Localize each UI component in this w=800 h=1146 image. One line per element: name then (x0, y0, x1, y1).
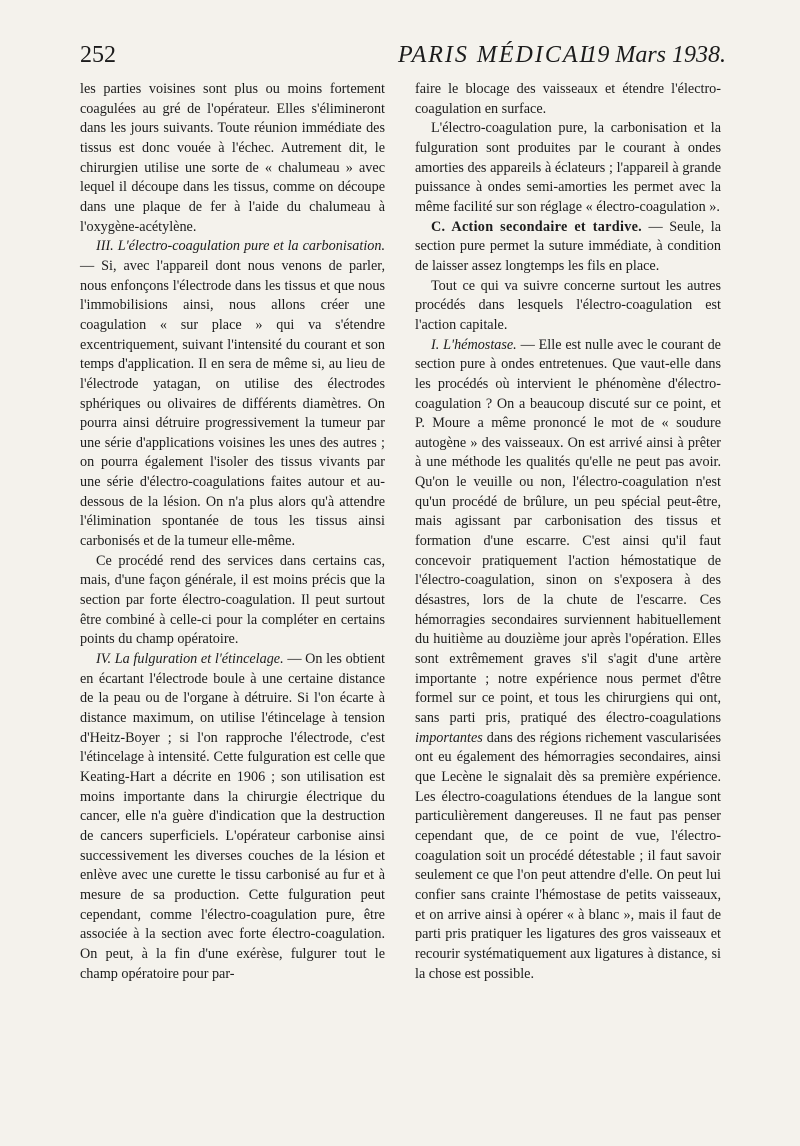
paragraph-text: — Elle est nulle avec le courant de section pure à ondes entretenues. Que vaut-elle dans les procédés où intervient le phénomène d'électro-coagulation ? On a beaucoup discuté sur ce point, et P. Moure a même prononcé le mot de « soudure autogène » des vaisseaux. On est arrivé ainsi à prêter à une méthode les qualités qu'elle ne peut pas avoir. Qu'on le veuille ou non, l'électro-coagulation n'est qu'un procédé de brûlure, un peu spécial peut-être, mais agissant par carbonisation des tissus et formation d'une escarre. C'est ainsi qu'il faut concevoir pratiquement l'action hémostatique de l'électro-coagulation, sinon on s'exposera à des désastres, lors de la chute de l'escarre. Ces hémorragies secondaires surviennent habituellement du huitième au douzième jour après l'opération. Elles sont extrêmement graves s'il s'agit d'une artère importante ; notre expérience nous permet d'être formel sur ce point, et tous les chirurgiens qui ont, sans parti pris, pratiqué des électro-coagulations (415, 336, 721, 726)
page-number: 252 (80, 42, 116, 68)
paragraph (80, 237, 385, 552)
paragraph-text: — Seule, la section pure permet la suture immédiate, à condition de laisser assez longtemps les fils en place. (415, 218, 721, 274)
paragraph-text: dans des régions richement vascularisées ont eu également des hémorragies secondaires, ainsi que Lecène le signalait dès sa première expérience. Les électro-coagulations étendues de la langue sont particulièrement dangereuses. Il ne faut pas penser cependant que, de ce point de vue, l'électro-coagulation soit un procédé détestable ; il faut savoir seulement ce que l'on peut attendre d'elle. On peut lui confier sans crainte l'hémostase de petits vaisseaux, et on arrive ainsi à opérer « à blanc », mais il faut de parti pris pratiquer les ligatures des gros vaisseaux et recourir systématiquement aux ligatures à distance, si la chose est possible. (415, 729, 721, 982)
paragraph-text: — On les obtient en écartant l'électrode boule à une certaine distance de la peau ou de l'organe à détruire. Si l'on écarte à distance maximum, on utilise l'étincelage à tension d'Heitz-Boyer ; si l'on rapproche l'électrode, c'est l'étincelage à intensité. Cette fulguration est celle que Keating-Hart a décrite en 1906 ; son utilisation est moins importante dans la chirurgie électrique du cancer, elle n'a guère d'indication que la destruction de cancers superficiels. L'opérateur carbonise ainsi successivement les diverses couches de la lésion et enlève avec une curette le tissu carbonisé au fur et à mesure de sa production. Cette fulguration peut cependant, comme l'électro-coagulation pure, être associée à la section avec forte électro-coagulation. On peut, à la fin d'une exérèse, fulgurer tout le champ opératoire pour par- (80, 651, 385, 982)
right-column (415, 80, 721, 984)
paragraph: les parties voisines sont plus ou moins fortement coagulées au gré de l'opérateur. Elles s'élimineront dans les jours suivants. Toute réunion immédiate des tissus est donc vouée à l'échec. Autrement dit, le chirurgien utilise une sorte de « chalumeau » avec lequel il découpe dans les tissus, comme on découpe dans une plaque de fer à l'aide du chalumeau à l'oxygène-acétylène. (80, 81, 385, 235)
paragraph: L'électro-coagulation pure, la carbonisation et la fulguration sont produites par le courant à ondes amorties des appareils à éclateurs ; l'appareil à grande puissance à ondes semi-amorties les permet avec la même facilité sur son réglage « électro-coagulation ». (415, 120, 721, 215)
paragraph-text: — Si, avec l'appareil dont nous venons de parler, nous enfonçons l'électrode dans les tissus et que nous l'immobilisions ainsi, nous allons créer une coagulation « sur place » qui va s'étendre excentriquement, suivant l'intensité du courant et son temps d'application. Il en sera de même si, au lieu de l'électrode yatagan, on utilise des électrodes sphériques ou olivaires de différents diamètres. On pourra ainsi détruire progressivement la tumeur par une série d'applications voisines les unes des autres ; on pourra également l'isoler des tissus vivants par une série d'électro-coagulations faites autour et au-dessous de la lésion. On n'a plus alors qu'à attendre l'élimination spontanée de tous les tissus ainsi carbonisés et de la tumeur elle-même. (80, 257, 385, 550)
section-heading: III. L'électro-coagulation pure et la carbonisation. (96, 238, 385, 255)
left-column (80, 80, 385, 984)
section-heading: IV. La fulguration et l'étincelage. (96, 651, 284, 668)
journal-title: PARIS MÉDICAL (398, 42, 595, 68)
paragraph: faire le blocage des vaisseaux et étendre l'électro-coagulation en surface. (415, 81, 721, 117)
section-heading: I. L'hémostase. (431, 336, 517, 353)
emphasized-word: importantes (415, 729, 483, 746)
section-heading: C. Action secondaire et tardive. (431, 218, 643, 235)
paragraph (415, 218, 721, 277)
paragraph (80, 650, 385, 984)
paragraph: Ce procédé rend des services dans certains cas, mais, d'une façon générale, il est moins précis que la section par forte électro-coagulation. Il peut surtout être combiné à celle-ci pour la compléter en certains points du champ opératoire. (80, 552, 385, 648)
paragraph (415, 336, 721, 985)
issue-date: 19 Mars 1938. (585, 42, 726, 68)
page-header (80, 42, 726, 72)
paragraph: Tout ce qui va suivre concerne surtout les autres procédés dans lesquels l'électro-coagulation est l'action capitale. (415, 277, 721, 333)
